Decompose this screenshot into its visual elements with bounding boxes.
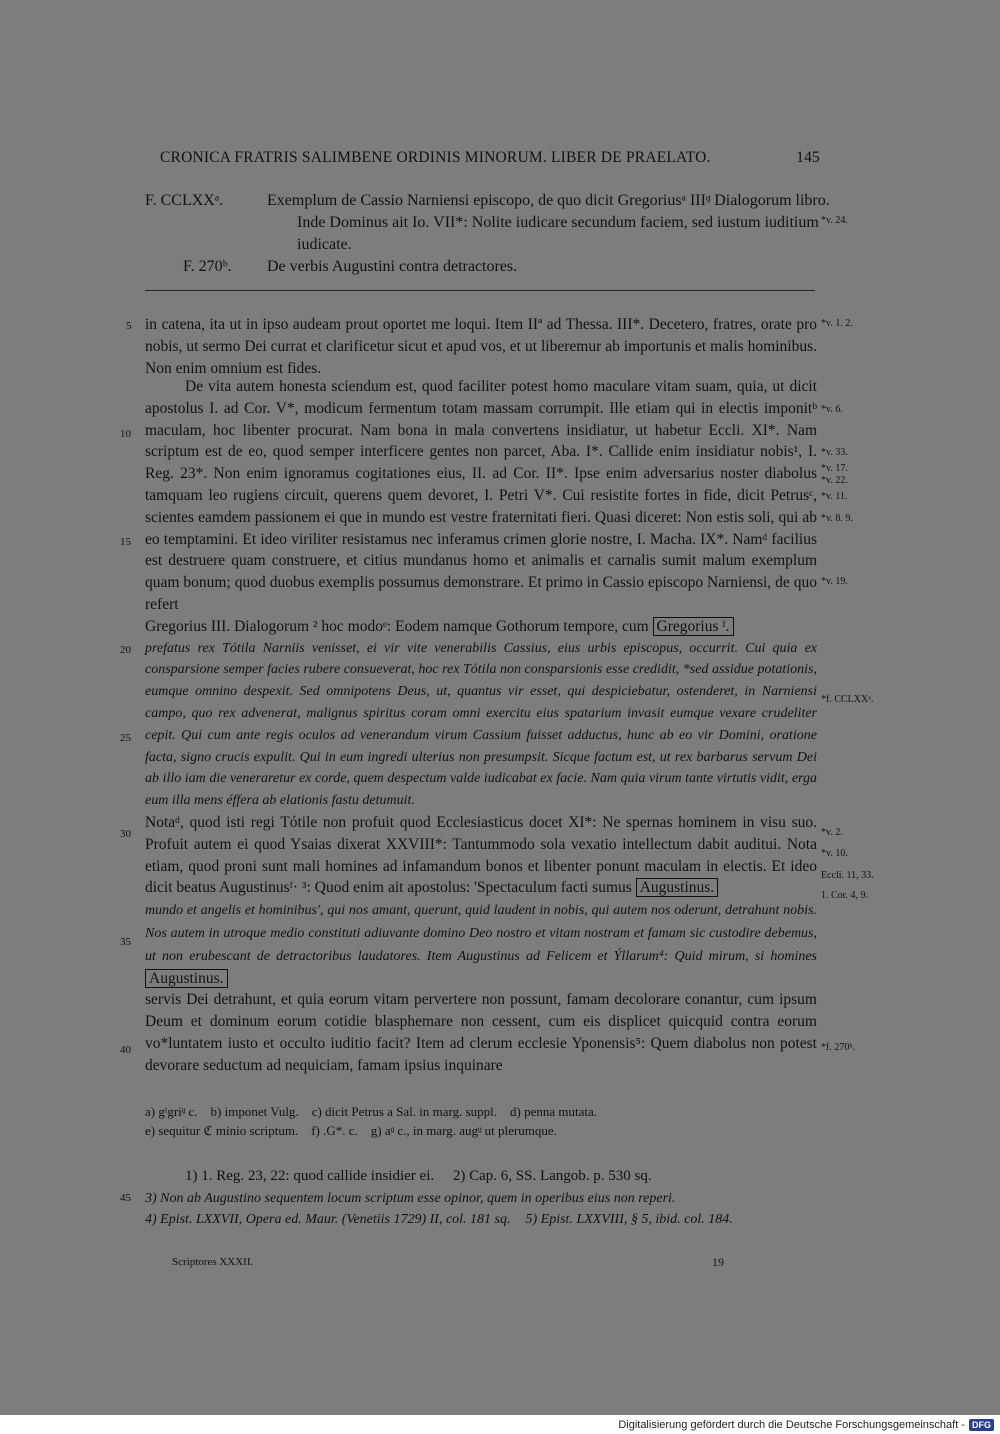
footnote: 2) Cap. 6, SS. Langob. p. 530 sq. [452,1168,652,1184]
paragraph-augustinus-quote: mundo et angelis et hominibus', qui nos amant, querunt, quid laudent in nobis, qui autem nos oderunt, detrahunt nobis. Nos autem in utroque medio constituti adiuvante domino Deo nostro et vitam nostram et famam sic custodire debemus, ut non erubescant de detractoribus laudatores. Item Augustinus ad Felicem et Ýllarum⁴: Quid mirum, si homines [145,903,817,964]
footnote: 4) Epist. LXXVII, Opera ed. Maur. (Venetiis 1729) II, col. 181 sq. [145,1212,511,1227]
separator-rule [145,290,815,291]
heading-label-1: F. CCLXXᵃ. [145,192,224,209]
dfg-logo: DFG [969,1419,994,1431]
margin-note: Eccli. 11, 33. [821,870,874,881]
funding-footer [618,1416,994,1434]
margin-note: 1. Cor. 4, 9. [821,890,868,901]
paragraph-quote-gregorius: prefatus rex Tótila Narniis venisset, ei vir vite venerabilis Cassius, eius urbis episcopus, occurrit. Cui quia ex consparsione semper facies rubere consueverat, hoc rex Tótila non consparsionis esse credidit, *sed assidue potationis, eumque omnino despexit. Sed omnipotens Deus, ut, quantus vir esset, qui despiciebatur, ostenderet, in Narniensi campo, quo rex advenerat, malignus spiritus coram omni exercitu eius spatarium invasit eumque vexare crudeliter cepit. Qui cum ante regis oculos ad venerandum virum Cassium fuisset adductus, hunc ab eo vir Domini, oratione facta, signo crucis expulit. Qui in eum ingredi ulterius non presumpsit. Sicque factum est, ut rex barbarus servum Dei ab illo iam die veneraretur ex corde, quem despectum valde iudicabat ex facie. Nam quia virum tante virtutis vidit, erga eum illa mens éffera ab elationis fastu detumuit. [145,640,817,809]
line-number: 20 [120,644,131,656]
critical-note: e) sequitur ℭ minio scriptum. [145,1123,299,1138]
margin-note: *v. 11. [821,491,848,502]
margin-note: *v. 33. [821,447,848,458]
paragraph-gregorius-intro: Gregorius III. Dialogorum ² hoc modoᵉ: Eodem namque Gothorum tempore, cum [145,617,649,635]
heading-text-1: Exemplum de Cassio Narniensi episcopo, de quo dicit Gregoriusᵃ IIIᶢ Dialogorum libro. Inde Dominus ait Io. VII*: Nolite iudicare secundum faciem, sed iustum iuditium iudicate. [267,192,830,253]
margin-note: *v. 1. 2. [821,318,853,329]
paragraph-closing: servis Dei detrahunt, et quia eorum vitam pervertere non possunt, famam decolorare conantur, cum ipsum Deum et dominum eorum cotidie blasphemare non cessent, cum eis displicet quicquid contra eorum vo*luntatem iusto et occulto iuditio facit? Item ad clerum ecclesie Yponensis⁵: Quem diabolus non potest devorare seductum ad nequiciam, famam ipsius inquinare [145,991,817,1074]
funding-text: Digitalisierung gefördert durch die Deutsche Forschungsgemeinschaft - [618,1419,965,1431]
margin-note: *v. 19. [821,576,848,587]
critical-note: c) dicit Petrus a Sal. in marg. suppl. [311,1104,498,1119]
heading-text-2: De verbis Augustini contra detractores. [267,258,518,275]
body-text-1 [145,314,817,379]
critical-note: d) penna mutata. [510,1104,598,1119]
line-number: 40 [120,1044,131,1056]
footnote: 5) Epist. LXXVIII, § 5, ibid. col. 184. [525,1212,733,1227]
heading-label-2: F. 270ᵇ. [183,258,232,275]
line-number: 35 [120,936,131,948]
paragraph-opening: in catena, ita ut in ipso audeam prout oportet me loqui. Item IIª ad Thessa. III*. Decetero, fratres, orate pro nobis, ut sermo Dei currat et clarificetur sicut et apud vos, et ut liberemur ab importunis et malis hominibus. Non enim omnium est fides. [145,316,817,377]
line-number: 30 [120,828,131,840]
boxed-marginal-gregorius: Gregorius ᶠ. [653,617,734,636]
running-title: CRONICA FRATRIS SALIMBENE ORDINIS MINORUM. LIBER DE PRAELATO. [160,149,711,166]
boxed-marginal-augustinus-1: Augustinus. [636,878,719,897]
page-number: 145 [796,149,820,166]
margin-note: *v. 24. [821,215,848,226]
paragraph-vita: De vita autem honesta sciendum est, quod faciliter potest homo maculare vitam suam, quia, ut dicit apostolus I. ad Cor. V*, modicum fermentum totam massam corrumpit. Ille etiam qui in electis imponitᵇ maculam, hoc libenter procurat. Nam bona in mala convertens insidiatur, ut habetur Eccli. XI*. Nam scriptum est de eo, quod semper interficere gentes non parcet, Aba. I*. Callide enim insidiatur nobis¹, I. Reg. 23*. Non enim ignoramus cogitationes eius, II. ad Cor. II*. Ipse enim adversarius noster diabolus tamquam leo rugiens circuit, querens quem devoret, I. Petri V*. Cui resistite fortes in fide, dicit Petrusᶜ, scientes eamdem passionem ei que in mundo est vestre fraternitati fieri. Quasi diceret: Non estis soli, qui ab eo temptamini. Et ideo viriliter resistamus nec inferamus crimen glorie nostre, I. Macha. IX*. Namᵈ facilius est destruere quam construere, et citius mundanus homo et animalis et carnalis sumit malum exemplum quam bonum; quod duobus exemplis possumus demonstrare. Et primo in Cassio episcopo Narniensi, de quo refert [145,378,817,613]
running-header [160,149,820,167]
critical-note: a) gᵗgriᶢ c. [145,1104,198,1119]
footnote: 1) 1. Reg. 23, 22: quod callide insidier ei. [185,1168,435,1184]
line-number: 45 [120,1192,131,1204]
line-number: 10 [120,428,131,440]
footnotes [145,1166,817,1231]
footnote: 3) Non ab Augustino sequentem locum scriptum esse opinor, quem in operibus eius non reperi. [145,1190,676,1206]
sheet-number: 19 [712,1255,724,1269]
critical-note: g) aᶢ c., in marg. augᶢ ut plerumque. [370,1123,557,1138]
boxed-marginal-augustinus-2: Augustinus. [145,969,228,988]
critical-note: f) .G*. c. [311,1123,358,1138]
critical-note: b) imponet Vulg. [210,1104,299,1119]
margin-note: *v. 10. [821,848,848,859]
paragraph-nota: Notaᵈ, quod isti regi Tótile non profuit quod Ecclesiasticus docet XI*: Ne spernas hominem in visu suo. Profuit autem ei quod Ysaias dixerat XXVIII*: Tantummodo sola vexatio intellectum dabit auditui. Nota etiam, quod proni sunt mali homines ad infamandum bonos et libenter ponunt maculam in electis. Et ideo dicit beatus Augustinusᶠ· ³: Quod enim ait apostolus: 'Spectaculum facti sumus [145,813,817,897]
margin-note: *f. CCLXXᵃ. [821,694,874,705]
margin-note: *v. 6. [821,404,843,415]
signature-mark: Scriptores XXXII. [172,1256,254,1268]
line-number: 15 [120,536,131,548]
line-number: 5 [126,320,132,332]
margin-note: *v. 2. [821,827,843,838]
line-number: 25 [120,732,131,744]
body-text-2 [145,376,817,1077]
critical-apparatus [145,1102,817,1140]
margin-note: *f. 270ᵇ. [821,1042,855,1053]
margin-note: *v. 8. 9. [821,513,853,524]
margin-note: *v. 17. *v. 22. [821,463,848,486]
